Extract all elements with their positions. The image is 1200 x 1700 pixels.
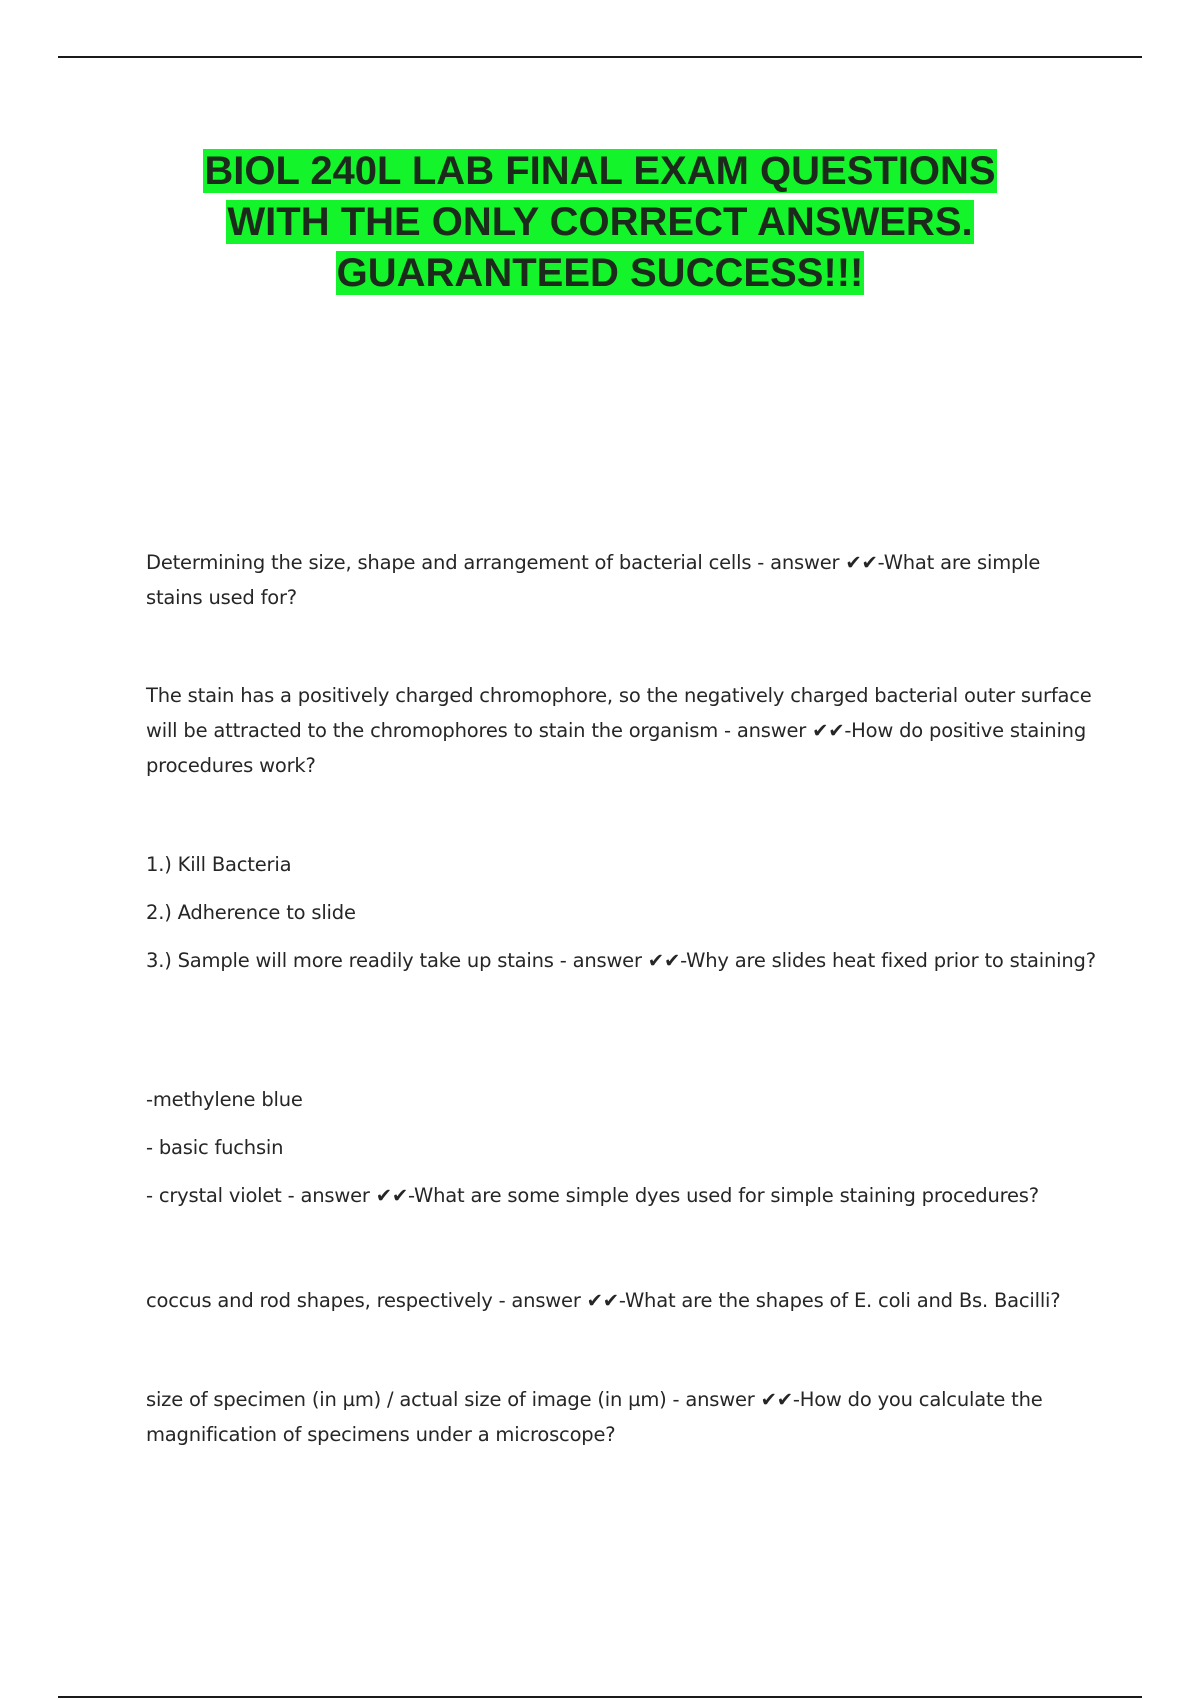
title-line-2: WITH THE ONLY CORRECT ANSWERS. — [227, 200, 973, 244]
qa-item — [146, 678, 1096, 783]
bottom-rule — [58, 1696, 1142, 1698]
qa-text: size of specimen (in µm) / actual size of image (in µm) - answer ✔✔-How do you calculate the magnification of specimens under a microscope? — [146, 1388, 1043, 1446]
qa-text: -methylene blue — [146, 1088, 303, 1111]
qa-text: 3.) Sample will more readily take up stains - answer ✔✔-Why are slides heat fixed prior to staining? — [146, 949, 1096, 972]
qa-text: - crystal violet - answer ✔✔-What are some simple dyes used for simple staining procedures? — [146, 1184, 1039, 1207]
qa-text: coccus and rod shapes, respectively - answer ✔✔-What are the shapes of E. coli and Bs. Bacilli? — [146, 1289, 1061, 1312]
qa-text: - basic fuchsin — [146, 1136, 284, 1159]
qa-item — [146, 847, 1096, 978]
title-line-3: GUARANTEED SUCCESS!!! — [336, 251, 864, 295]
qa-item — [146, 1382, 1096, 1452]
document-title — [0, 146, 1200, 299]
top-rule — [58, 56, 1142, 58]
qa-text: 1.) Kill Bacteria — [146, 853, 292, 876]
qa-text: The stain has a positively charged chromophore, so the negatively charged bacterial outer surface will be attracted to the chromophores to stain the organism - answer ✔✔-How do positive staining procedures work? — [146, 684, 1092, 777]
qa-item — [146, 1082, 1096, 1213]
qa-item — [146, 545, 1096, 615]
title-line-1: BIOL 240L LAB FINAL EXAM QUESTIONS — [204, 149, 996, 193]
qa-text: 2.) Adherence to slide — [146, 901, 356, 924]
qa-text: Determining the size, shape and arrangement of bacterial cells - answer ✔✔-What are simple stains used for? — [146, 551, 1041, 609]
qa-item — [146, 1283, 1096, 1318]
